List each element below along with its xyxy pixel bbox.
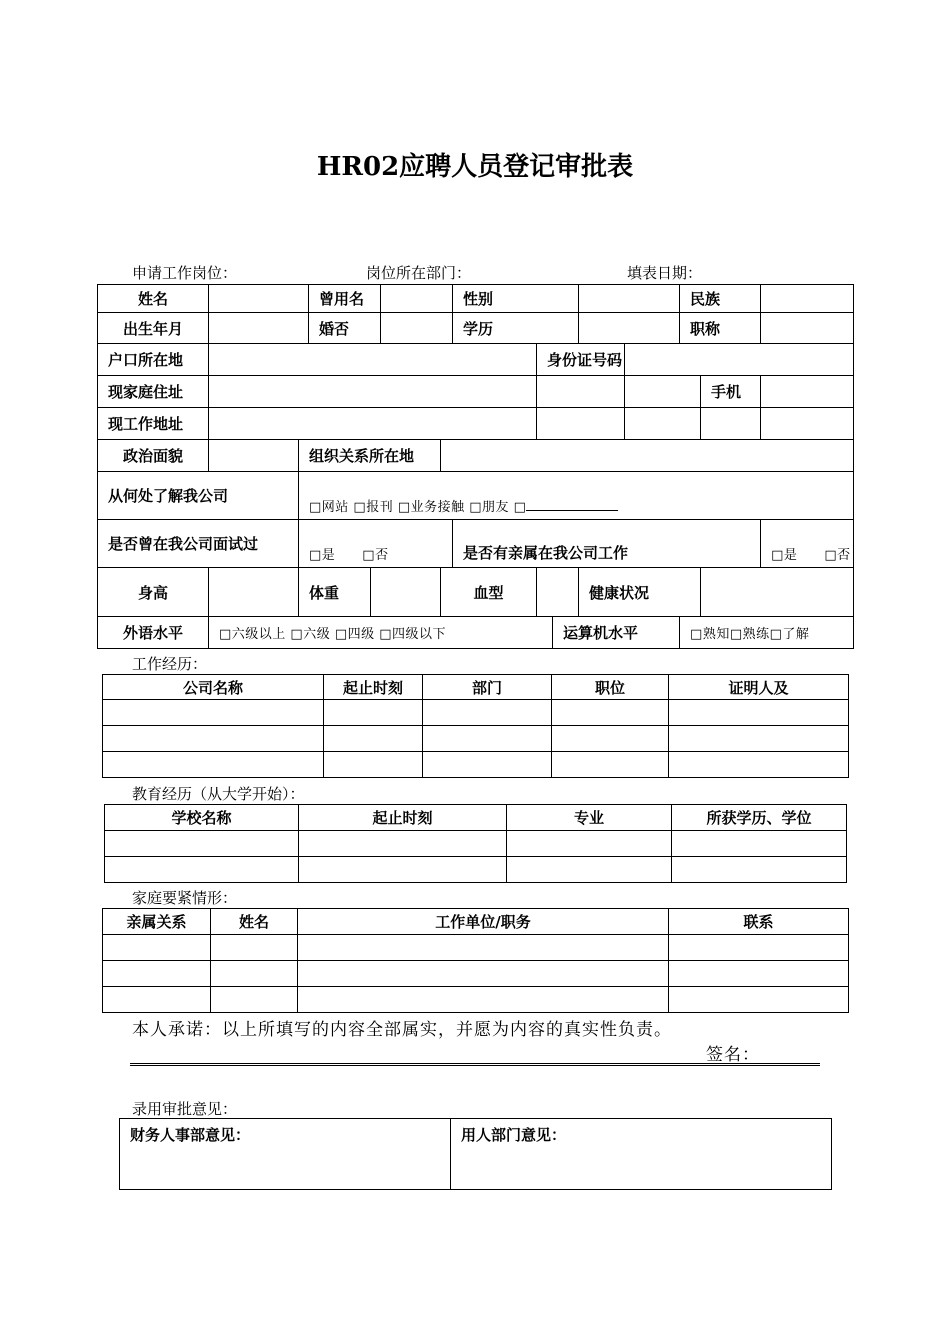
table-cell[interactable] (103, 961, 211, 987)
table-cell[interactable] (299, 857, 507, 883)
mobile-field[interactable] (761, 376, 854, 408)
table-row (103, 700, 849, 726)
name-label: 姓名 (98, 285, 209, 313)
table-row (103, 935, 849, 961)
source-options[interactable] (299, 472, 854, 520)
job-title-label: 职称 (680, 313, 761, 344)
language-label: 外语水平 (98, 617, 209, 649)
work-header-department: 部门 (423, 675, 552, 700)
education-field[interactable] (579, 313, 680, 344)
home-address-extra-2[interactable] (625, 376, 701, 408)
relatives-label: 是否有亲属在我公司工作 (453, 520, 761, 568)
blood-label: 血型 (441, 568, 537, 617)
height-field[interactable] (209, 568, 299, 617)
edu-header-degree: 所获学历、学位 (672, 805, 847, 831)
table-cell[interactable] (298, 935, 669, 961)
table-cell[interactable] (298, 961, 669, 987)
work-section-label: 工作经历： (132, 655, 208, 673)
work-header-reference: 证明人及 (669, 675, 849, 700)
approval-table (119, 1118, 832, 1190)
weight-label: 体重 (299, 568, 371, 617)
date-label: 填表日期： (627, 264, 703, 282)
id-number-label: 身份证号码 (537, 344, 625, 376)
table-row (103, 752, 849, 778)
former-name-field[interactable] (381, 285, 453, 313)
table-cell[interactable] (669, 935, 849, 961)
work-address-field[interactable] (209, 408, 537, 440)
family-header-employer: 工作单位/职务 (298, 909, 669, 935)
table-cell[interactable] (103, 987, 211, 1013)
political-field[interactable] (209, 440, 299, 472)
table-cell[interactable] (211, 961, 298, 987)
family-header-relation: 亲属关系 (103, 909, 211, 935)
org-location-field[interactable] (441, 440, 854, 472)
page-title: HR02应聘人员登记审批表 (316, 152, 634, 182)
source-other-blank[interactable] (526, 498, 618, 511)
table-cell[interactable] (211, 987, 298, 1013)
table-cell[interactable] (507, 831, 672, 857)
work-address-label: 现工作地址 (98, 408, 209, 440)
blood-field[interactable] (537, 568, 579, 617)
health-field[interactable] (701, 568, 854, 617)
source-options-text: □网站 □报刊 □业务接触 □朋友 □ (309, 500, 527, 515)
table-cell[interactable] (669, 752, 849, 778)
hukou-label: 户口所在地 (98, 344, 209, 376)
family-table (102, 908, 849, 1013)
table-cell[interactable] (669, 987, 849, 1013)
table-cell[interactable] (672, 857, 847, 883)
edu-header-major: 专业 (507, 805, 672, 831)
table-cell[interactable] (672, 831, 847, 857)
table-row (105, 831, 847, 857)
work-experience-table (102, 674, 849, 778)
work-header-period: 起止时刻 (324, 675, 423, 700)
interviewed-options[interactable]: □是 □否 (299, 520, 453, 568)
table-cell[interactable] (423, 752, 552, 778)
mobile-label: 手机 (701, 376, 761, 408)
work-address-extra-1[interactable] (537, 408, 625, 440)
promise-statement: 本人承诺：以上所填写的内容全部属实，并愿为内容的真实性负责。 (132, 1020, 672, 1040)
table-cell[interactable] (324, 726, 423, 752)
name-field[interactable] (209, 285, 309, 313)
birth-label: 出生年月 (98, 313, 209, 344)
table-cell[interactable] (552, 700, 669, 726)
work-header-position: 职位 (552, 675, 669, 700)
signature-label: 签名： (706, 1045, 760, 1065)
table-cell[interactable] (423, 700, 552, 726)
former-name-label: 曾用名 (309, 285, 381, 313)
table-cell[interactable] (669, 700, 849, 726)
ethnicity-label: 民族 (680, 285, 761, 313)
personal-info-table (97, 284, 854, 649)
home-address-extra-1[interactable] (537, 376, 625, 408)
interviewed-label: 是否曾在我公司面试过 (98, 520, 299, 568)
table-row (103, 987, 849, 1013)
finance-opinion[interactable] (120, 1119, 451, 1190)
family-header-name: 姓名 (211, 909, 298, 935)
approval-label: 录用审批意见： (132, 1100, 238, 1118)
table-cell[interactable] (324, 700, 423, 726)
work-address-extra-2[interactable] (625, 408, 701, 440)
table-row (103, 961, 849, 987)
edu-header-school: 学校名称 (105, 805, 299, 831)
education-table (104, 804, 847, 883)
table-cell[interactable] (103, 935, 211, 961)
edu-header-period: 起止时刻 (299, 805, 507, 831)
table-cell[interactable] (103, 726, 324, 752)
dept-opinion[interactable] (451, 1119, 832, 1190)
table-cell[interactable] (105, 831, 299, 857)
table-cell[interactable] (552, 752, 669, 778)
table-cell[interactable] (669, 961, 849, 987)
computer-options[interactable]: □熟知□熟练□了解 (680, 617, 854, 649)
table-cell[interactable] (507, 857, 672, 883)
double-divider (130, 1063, 820, 1066)
table-cell[interactable] (105, 857, 299, 883)
org-location-label: 组织关系所在地 (299, 440, 441, 472)
table-cell[interactable] (552, 726, 669, 752)
id-number-field[interactable] (625, 344, 854, 376)
table-cell[interactable] (669, 726, 849, 752)
work-header-company: 公司名称 (103, 675, 324, 700)
health-label: 健康状况 (579, 568, 701, 617)
edu-section-label: 教育经历（从大学开始）： (132, 785, 305, 803)
job-title-field[interactable] (761, 313, 854, 344)
table-cell[interactable] (211, 935, 298, 961)
hukou-field[interactable] (209, 344, 537, 376)
home-address-field[interactable] (209, 376, 537, 408)
gender-label: 性别 (453, 285, 579, 313)
department-label: 岗位所在部门： (366, 264, 472, 282)
birth-field[interactable] (209, 313, 309, 344)
language-options[interactable]: □六级以上 □六级 □四级 □四级以下 (209, 617, 553, 649)
dept-opinion-label: 用人部门意见： (461, 1126, 567, 1144)
weight-field[interactable] (371, 568, 441, 617)
gender-field[interactable] (579, 285, 680, 313)
political-label: 政治面貌 (98, 440, 209, 472)
ethnicity-field[interactable] (761, 285, 854, 313)
home-address-label: 现家庭住址 (98, 376, 209, 408)
position-label: 申请工作岗位： (132, 264, 238, 282)
table-cell[interactable] (103, 700, 324, 726)
marital-field[interactable] (381, 313, 453, 344)
table-row (105, 857, 847, 883)
education-label: 学历 (453, 313, 579, 344)
table-cell[interactable] (298, 987, 669, 1013)
source-label: 从何处了解我公司 (98, 472, 299, 520)
computer-label: 运算机水平 (553, 617, 680, 649)
table-row (103, 726, 849, 752)
family-header-contact: 联系 (669, 909, 849, 935)
relatives-options[interactable]: □是 □否 (761, 520, 854, 568)
table-cell[interactable] (324, 752, 423, 778)
table-cell[interactable] (103, 752, 324, 778)
work-address-extra-4[interactable] (761, 408, 854, 440)
family-section-label: 家庭要紧情形： (132, 889, 238, 907)
marital-label: 婚否 (309, 313, 381, 344)
finance-opinion-label: 财务人事部意见： (130, 1126, 251, 1144)
height-label: 身高 (98, 568, 209, 617)
work-address-extra-3[interactable] (701, 408, 761, 440)
table-cell[interactable] (423, 726, 552, 752)
table-cell[interactable] (299, 831, 507, 857)
